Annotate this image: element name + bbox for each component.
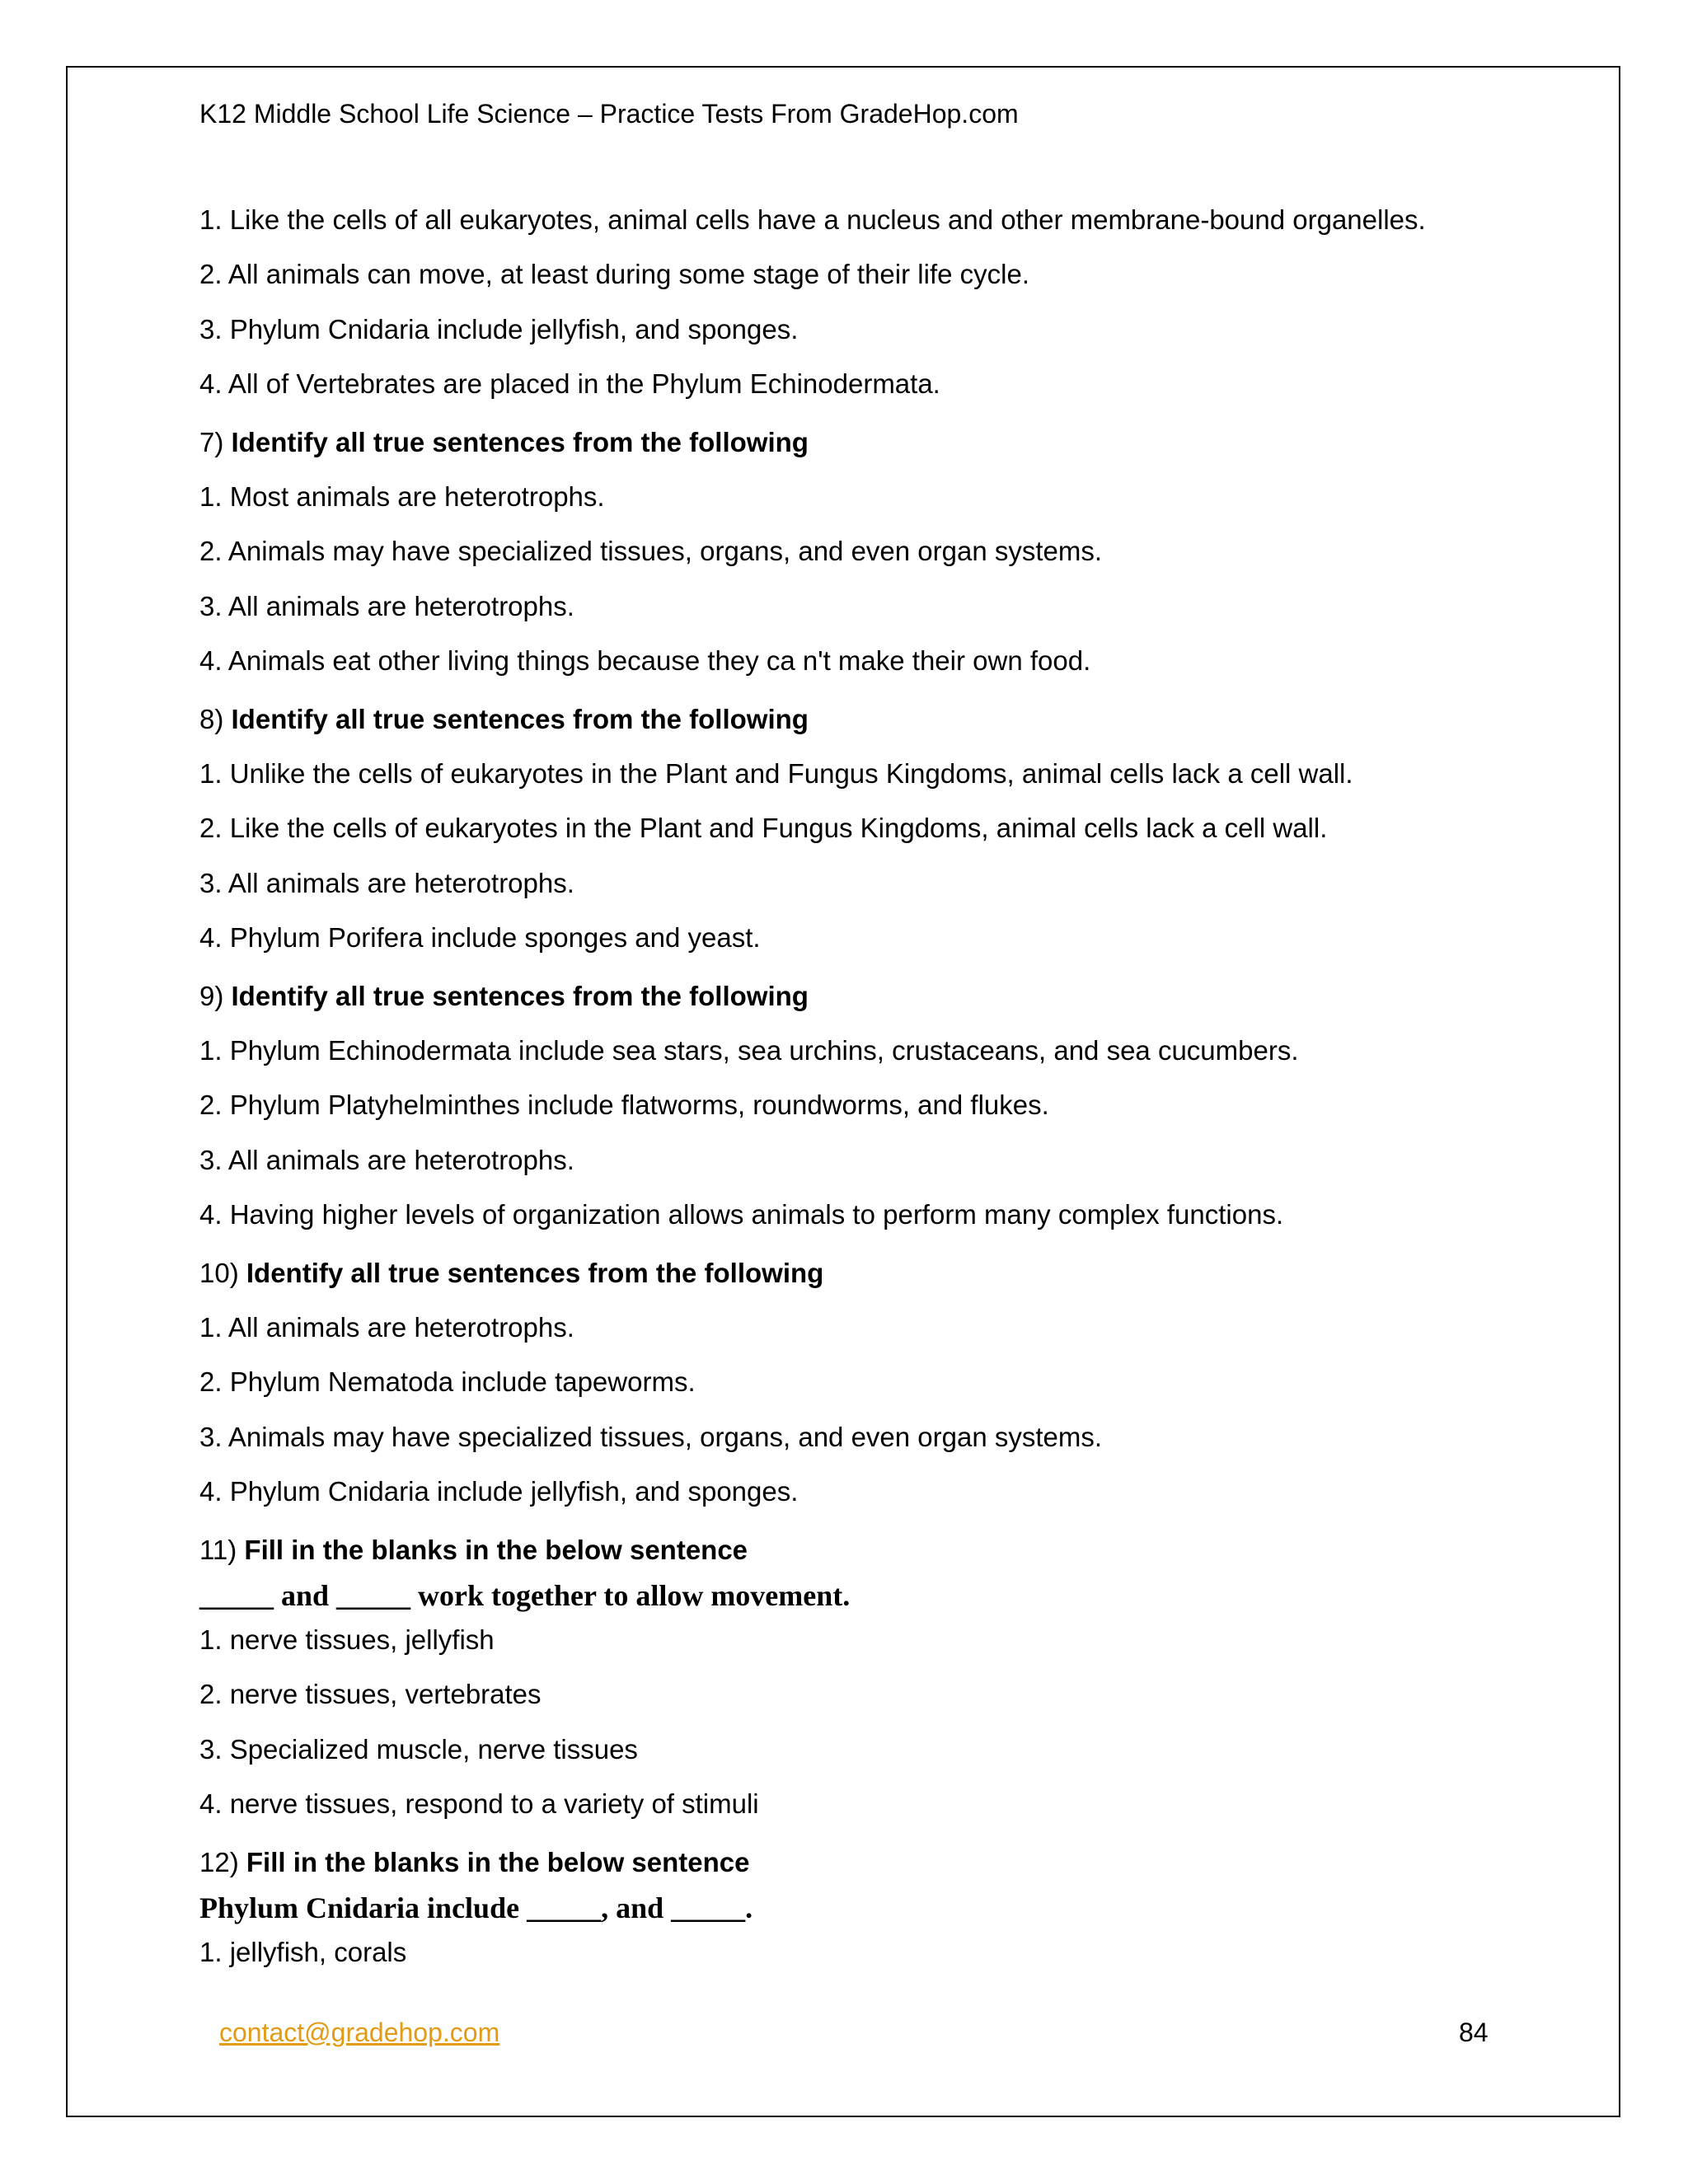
fill-in-sentence: _____ and _____ work together to allow movement. [199,1579,851,1612]
list-item: 4. All of Vertebrates are placed in the Phylum Echinodermata. [199,368,940,399]
contact-email-link[interactable]: contact@gradehop.com [219,2018,500,2047]
list-item: 4. Phylum Cnidaria include jellyfish, and sponges. [199,1476,799,1507]
list-item: 1. jellyfish, corals [199,1937,407,1967]
list-item: 2. Animals may have specialized tissues, organs, and even organ systems. [199,536,1103,566]
list-item: 2. All animals can move, at least during some stage of their life cycle. [199,259,1029,289]
question-11-title: 11) Fill in the blanks in the below sentence [199,1535,748,1565]
list-item: 1. Phylum Echinodermata include sea stars, sea urchins, crustaceans, and sea cucumbers. [199,1035,1299,1066]
list-item: 1. nerve tissues, jellyfish [199,1624,495,1655]
list-item: 1. All animals are heterotrophs. [199,1312,574,1343]
list-item: 3. All animals are heterotrophs. [199,591,574,621]
list-item: 3. Animals may have specialized tissues, organs, and even organ systems. [199,1422,1103,1452]
list-item: 2. Phylum Platyhelminthes include flatworms, roundworms, and flukes. [199,1090,1049,1120]
list-item: 3. All animals are heterotrophs. [199,868,574,898]
page-number: 84 [1459,2018,1489,2047]
list-item: 2. Like the cells of eukaryotes in the Plant and Fungus Kingdoms, animal cells lack a cell wall. [199,813,1328,843]
list-item: 3. Specialized muscle, nerve tissues [199,1734,638,1765]
fill-in-sentence: Phylum Cnidaria include _____, and _____. [199,1891,753,1924]
list-item: 1. Unlike the cells of eukaryotes in the Plant and Fungus Kingdoms, animal cells lack a cell wall. [199,758,1353,789]
page-header: K12 Middle School Life Science – Practice Tests From GradeHop.com [199,99,1019,129]
question-8-title: 8) Identify all true sentences from the following [199,704,809,734]
question-12-title: 12) Fill in the blanks in the below sentence [199,1847,750,1877]
list-item: 4. Animals eat other living things because they ca n't make their own food. [199,645,1091,676]
question-10-title: 10) Identify all true sentences from the following [199,1258,824,1288]
list-item: 4. nerve tissues, respond to a variety of stimuli [199,1788,759,1819]
list-item: 1. Most animals are heterotrophs. [199,481,605,512]
list-item: 2. Phylum Nematoda include tapeworms. [199,1366,696,1397]
list-item: 3. All animals are heterotrophs. [199,1145,574,1175]
list-item: 1. Like the cells of all eukaryotes, animal cells have a nucleus and other membrane-bound organelles. [199,204,1426,235]
question-9-title: 9) Identify all true sentences from the following [199,981,809,1011]
question-7-title: 7) Identify all true sentences from the following [199,427,809,457]
list-item: 3. Phylum Cnidaria include jellyfish, and sponges. [199,314,799,344]
list-item: 4. Having higher levels of organization allows animals to perform many complex functions. [199,1199,1284,1230]
list-item: 2. nerve tissues, vertebrates [199,1679,542,1709]
list-item: 4. Phylum Porifera include sponges and yeast. [199,922,761,953]
